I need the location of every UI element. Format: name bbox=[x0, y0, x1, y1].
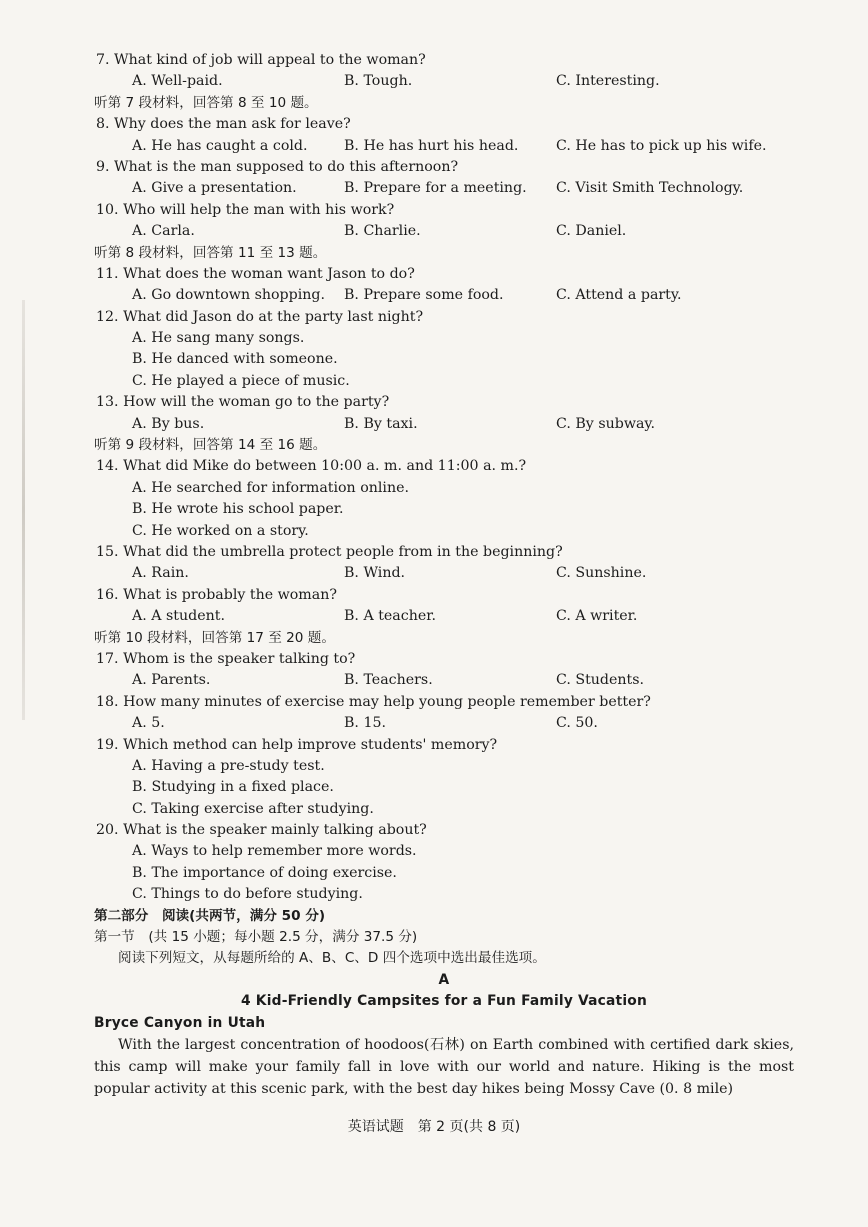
question: 20. What is the speaker mainly talking about? bbox=[96, 822, 427, 839]
option-c: C. He has to pick up his wife. bbox=[556, 137, 767, 154]
question: 19. Which method can help improve students' memory? bbox=[96, 736, 498, 753]
option-a: A. Give a presentation. bbox=[132, 180, 297, 197]
question: 11. What does the woman want Jason to do? bbox=[96, 265, 415, 282]
question: 12. What did Jason do at the party last night? bbox=[96, 308, 424, 325]
option-line: C. Things to do before studying. bbox=[132, 886, 363, 903]
option-row bbox=[94, 71, 794, 92]
option-row bbox=[94, 136, 794, 157]
option-line: C. He played a piece of music. bbox=[132, 372, 350, 389]
option-b: B. A teacher. bbox=[344, 608, 436, 625]
option-b: B. Wind. bbox=[344, 565, 406, 582]
option-a: A. Well-paid. bbox=[132, 73, 223, 90]
listening-material-instruction: 听第 10 段材料，回答第 17 至 20 题。 bbox=[94, 629, 335, 646]
option-a: A. Carla. bbox=[132, 223, 195, 240]
question: 17. Whom is the speaker talking to? bbox=[96, 650, 356, 667]
question: 14. What did Mike do between 10:00 a. m. and 11:00 a. m.? bbox=[96, 458, 527, 475]
option-b: B. Charlie. bbox=[344, 223, 421, 240]
option-row bbox=[94, 221, 794, 242]
option-line: A. He searched for information online. bbox=[132, 479, 410, 496]
option-b: B. By taxi. bbox=[344, 415, 418, 432]
option-a: A. Rain. bbox=[132, 565, 189, 582]
option-c: C. Interesting. bbox=[556, 73, 660, 90]
option-b: B. He has hurt his head. bbox=[344, 137, 519, 154]
option-a: A. He has caught a cold. bbox=[132, 137, 308, 154]
option-row bbox=[94, 670, 794, 691]
passage-subheading: Bryce Canyon in Utah bbox=[94, 1014, 266, 1031]
listening-material-instruction: 听第 9 段材料，回答第 14 至 16 题。 bbox=[94, 437, 327, 454]
exam-content bbox=[94, 50, 794, 1100]
question: 9. What is the man supposed to do this afternoon? bbox=[96, 158, 459, 175]
reading-instruction: 阅读下列短文，从每题所给的 A、B、C、D 四个选项中选出最佳选项。 bbox=[118, 950, 546, 967]
listening-questions bbox=[94, 50, 794, 906]
option-c: C. Daniel. bbox=[556, 223, 627, 240]
option-c: C. Attend a party. bbox=[556, 287, 682, 304]
question: 8. Why does the man ask for leave? bbox=[96, 116, 351, 133]
option-c: C. 50. bbox=[556, 715, 598, 732]
question: 10. Who will help the man with his work? bbox=[96, 201, 395, 218]
option-a: A. Go downtown shopping. bbox=[132, 287, 325, 304]
option-c: C. Visit Smith Technology. bbox=[556, 180, 744, 197]
page-edge-shadow bbox=[22, 300, 25, 720]
part-two-heading: 第二部分 阅读(共两节，满分 50 分) bbox=[94, 907, 326, 924]
option-line: B. The importance of doing exercise. bbox=[132, 864, 397, 881]
option-row bbox=[94, 414, 794, 435]
option-line: B. Studying in a fixed place. bbox=[132, 779, 334, 796]
option-line: B. He danced with someone. bbox=[132, 351, 338, 368]
option-line: A. He sang many songs. bbox=[132, 330, 305, 347]
section-one-heading: 第一节 (共 15 小题；每小题 2.5 分，满分 37.5 分) bbox=[94, 929, 418, 946]
option-row bbox=[94, 285, 794, 306]
question: 13. How will the woman go to the party? bbox=[96, 394, 390, 411]
passage-title: 4 Kid-Friendly Campsites for a Fun Family Vacation bbox=[241, 993, 647, 1010]
option-a: A. 5. bbox=[132, 715, 165, 732]
question: 18. How many minutes of exercise may help young people remember better? bbox=[96, 693, 651, 710]
question: 15. What did the umbrella protect people from in the beginning? bbox=[96, 543, 563, 560]
option-b: B. Teachers. bbox=[344, 672, 433, 689]
option-b: B. Prepare some food. bbox=[344, 287, 504, 304]
question: 7. What kind of job will appeal to the woman? bbox=[96, 52, 426, 68]
option-b: B. Prepare for a meeting. bbox=[344, 180, 527, 197]
option-b: B. Tough. bbox=[344, 73, 413, 90]
listening-material-instruction: 听第 8 段材料，回答第 11 至 13 题。 bbox=[94, 244, 327, 261]
option-a: A. Parents. bbox=[132, 672, 211, 689]
option-c: C. Students. bbox=[556, 672, 645, 689]
option-row bbox=[94, 713, 794, 734]
option-c: C. A writer. bbox=[556, 608, 638, 625]
option-line: A. Having a pre-study test. bbox=[132, 757, 325, 774]
option-c: C. By subway. bbox=[556, 415, 656, 432]
option-line: A. Ways to help remember more words. bbox=[132, 843, 417, 860]
option-b: B. 15. bbox=[344, 715, 387, 732]
option-line: C. Taking exercise after studying. bbox=[132, 800, 374, 817]
question: 16. What is probably the woman? bbox=[96, 586, 337, 603]
option-a: A. A student. bbox=[132, 608, 225, 625]
option-row bbox=[94, 178, 794, 199]
option-row bbox=[94, 606, 794, 627]
option-line: B. He wrote his school paper. bbox=[132, 501, 344, 518]
listening-material-instruction: 听第 7 段材料，回答第 8 至 10 题。 bbox=[94, 94, 318, 111]
page-footer: 英语试题 第 2 页(共 8 页) bbox=[347, 1119, 521, 1135]
passage-letter: A bbox=[438, 971, 450, 988]
option-line: C. He worked on a story. bbox=[132, 522, 309, 539]
passage-paragraph: With the largest concentration of hoodoos(石林) on Earth combined with certified dark skies, this camp will make your family fall in love with our world and nature. Hiking is the most popular activity at this scenic park, with the best day hikes being Mossy Cave (0. 8 mile) bbox=[94, 1036, 794, 1097]
option-c: C. Sunshine. bbox=[556, 565, 647, 582]
option-row bbox=[94, 563, 794, 584]
option-a: A. By bus. bbox=[132, 415, 205, 432]
